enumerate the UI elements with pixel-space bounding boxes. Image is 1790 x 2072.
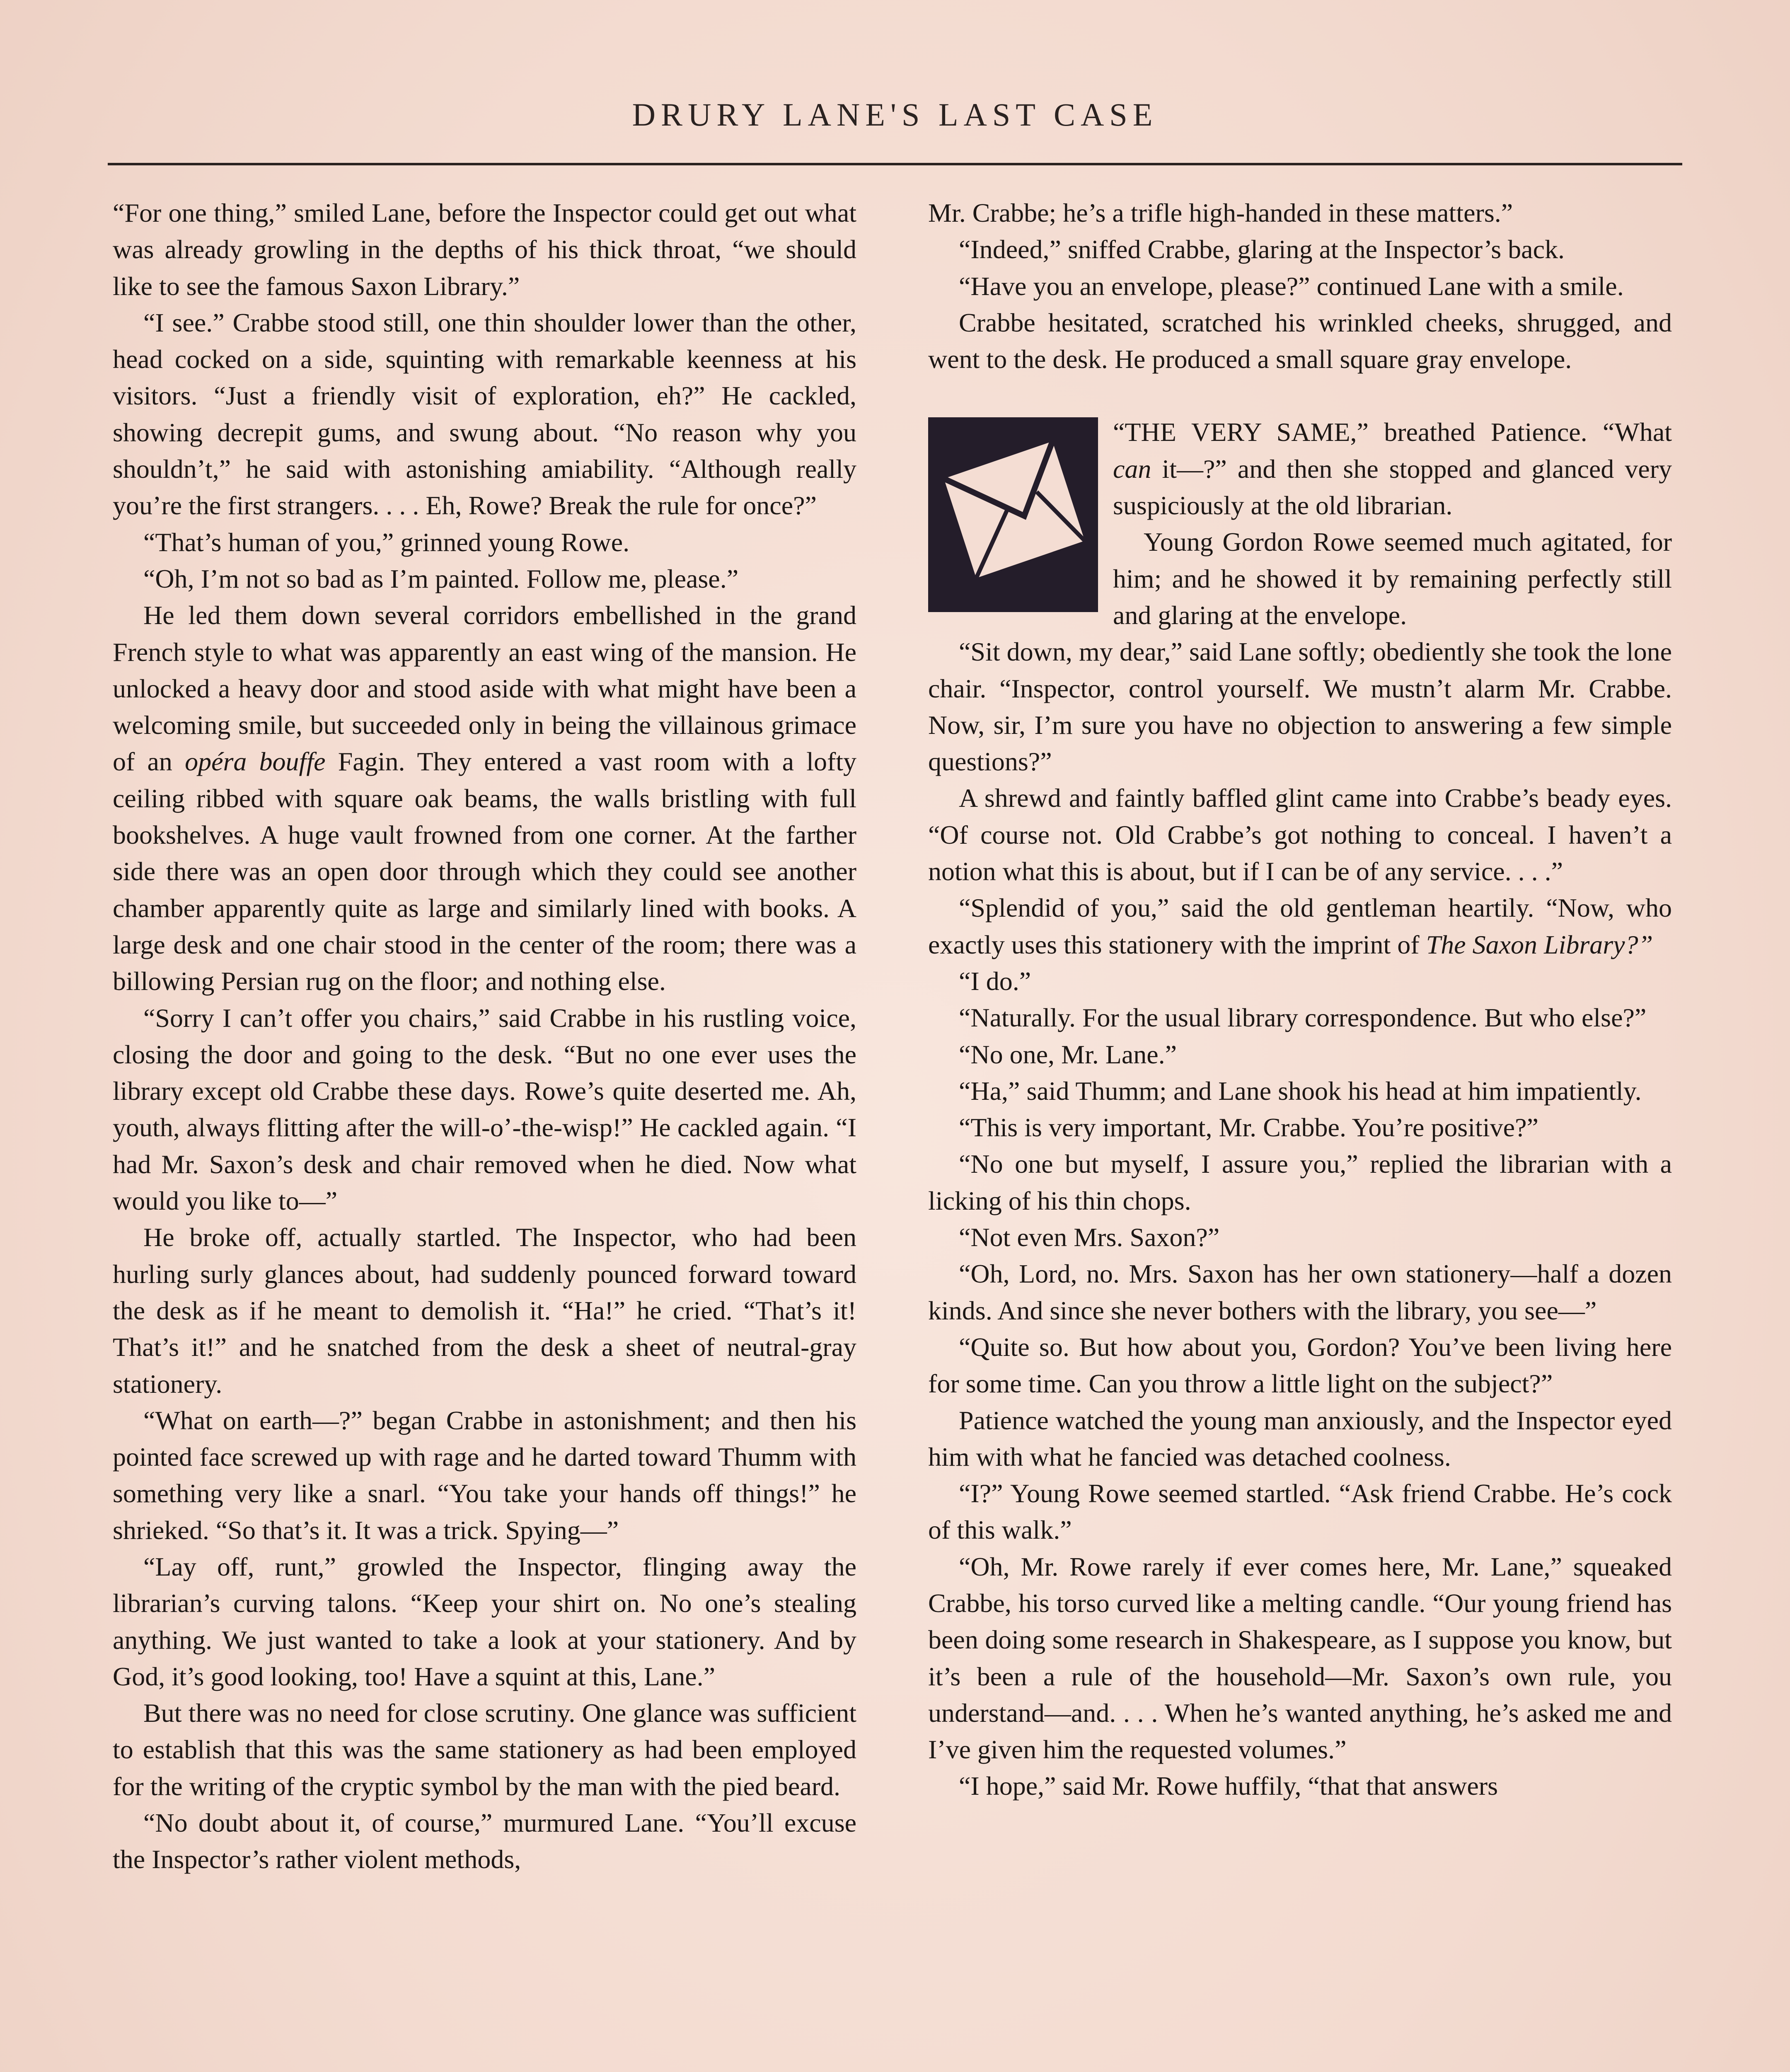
paragraph: “What on earth—?” began Crabbe in astonishment; and then his pointed face screwed up with rage and he darted toward Thumm with something very like a snarl. “You take your hands off things!” he shrieked. “So that’s it. It was a trick. Spying—” [113, 1405, 856, 1545]
paragraph: “Lay off, runt,” growled the Inspector, flinging away the librarian’s curving talons. “Keep your shirt on. No one’s stealing anything. We just wanted to take a look at your stationery. And by God, it’s good looking, too! Have a squint at this, Lane.” [113, 1552, 856, 1691]
paragraph: “This is very important, Mr. Crabbe. You’re positive?” [959, 1113, 1538, 1143]
text-run: “Splendid of you,” said the old gentleman heartily. “Now, who exactly uses this stationery with the imprint of [928, 893, 1672, 959]
paragraph: A shrewd and faintly baffled glint came into Crabbe’s beady eyes. “Of course not. Old Crabbe’s got nothing to conceal. I haven’t a notion what this is about, but if I can be of any service. . . .” [928, 783, 1672, 886]
paragraph [928, 890, 1672, 963]
paragraph: “Oh, Lord, no. Mrs. Saxon has her own stationery—half a dozen kinds. And since she never bothers with the library, you see—” [928, 1259, 1672, 1325]
text-run: “THE VERY SAME,” breathed Patience. “What [1113, 417, 1672, 447]
header-rule [108, 163, 1682, 165]
paragraph: “Oh, Mr. Rowe rarely if ever comes here, Mr. Lane,” squeaked Crabbe, his torso curved like a melting candle. “Our young friend has been doing some research in Shakespeare, as I suppose you know, but it’s been a rule of the household—Mr. Saxon’s own rule, you understand—and. . . . When he’s wanted anything, he’s asked me and I’ve given him the requested volumes.” [928, 1552, 1672, 1765]
paragraph: “Ha,” said Thumm; and Lane shook his head at him impatiently. [959, 1076, 1642, 1106]
paragraph: “Sorry I can’t offer you chairs,” said Crabbe in his rustling voice, closing the door and going to the desk. “But no one ever uses the library except old Crabbe these days. Rowe’s quite deserted me. Ah, youth, always flitting after the will-o’-the-wisp!” He cackled again. “I had Mr. Saxon’s desk and chair removed when he died. Now what would you like to—” [113, 1003, 856, 1216]
paragraph: “I see.” Crabbe stood still, one thin shoulder lower than the other, head cocked on a side, squinting with remarkable keenness at his visitors. “Just a friendly visit of exploration, eh?” He cackled, showing decrepit gums, and swung about. “No reason why you shouldn’t,” he said with astonishing amiability. “Although really you’re the first strangers. . . . Eh, Rowe? Break the rule for once?” [113, 307, 856, 520]
left-column [113, 195, 856, 1878]
text-run: He led them down several corridors embellished in the grand French style to what was apparently an east wing of the mansion. He unlocked a heavy door and stood aside with what might have been a welcoming smile, but succeeded only in being the villainous grimace of an [113, 600, 856, 777]
paragraph: “Oh, I’m not so bad as I’m painted. Follow me, please.” [143, 564, 739, 593]
paragraph: “Indeed,” sniffed Crabbe, glaring at the Inspector’s back. [959, 235, 1565, 264]
right-column [928, 195, 1672, 1805]
paragraph: “Naturally. For the usual library correspondence. But who else?” [959, 1003, 1647, 1033]
paragraph: “No one but myself, I assure you,” replied the librarian with a licking of his thin chops. [928, 1149, 1672, 1215]
text-run: Fagin. They entered a vast room with a lofty ceiling ribbed with square oak beams, the walls bristling with full bookshelves. A huge vault frowned from one corner. At the farther side there was an open door through which they could see another chamber apparently quite as large and similarly lined with books. A large desk and one chair stood in the center of the room; there was a billowing Persian rug on the floor; and nothing else. [113, 747, 857, 996]
paragraph: Mr. Crabbe; he’s a trifle high-handed in these matters.” [928, 198, 1513, 228]
paragraph: “I do.” [959, 966, 1031, 996]
paragraph: “Sit down, my dear,” said Lane softly; obediently she took the lone chair. “Inspector, control yourself. We mustn’t alarm Mr. Crabbe. Now, sir, I’m sure you have no objection to answering a few simple questions?” [928, 637, 1672, 777]
paragraph: “No doubt about it, of course,” murmured Lane. “You’ll excuse the Inspector’s rather violent methods, [113, 1808, 856, 1874]
italic-text: opéra bouffe [185, 747, 326, 777]
paragraph: “I hope,” said Mr. Rowe huffily, “that that answers [959, 1771, 1498, 1801]
paragraph: “Quite so. But how about you, Gordon? You’ve been living here for some time. Can you throw a little light on the subject?” [928, 1332, 1672, 1399]
paragraph: Patience watched the young man anxiously, and the Inspector eyed him with what he fancied was detached coolness. [928, 1405, 1672, 1472]
paragraph: “That’s human of you,” grinned young Rowe. [143, 527, 630, 557]
paragraph: “For one thing,” smiled Lane, before the Inspector could get out what was already growling in the depths of his thick throat, “we should like to see the famous Saxon Library.” [113, 198, 856, 301]
paragraph: Crabbe hesitated, scratched his wrinkled cheeks, shrugged, and went to the desk. He produced a small square gray envelope. [928, 307, 1672, 374]
running-header: DRURY LANE'S LAST CASE [632, 97, 1158, 133]
envelope-icon [928, 417, 1098, 612]
paragraph [113, 597, 856, 1000]
paragraph: “I?” Young Rowe seemed startled. “Ask friend Crabbe. He’s cock of this walk.” [928, 1479, 1672, 1545]
paragraph: Young Gordon Rowe seemed much agitated, for him; and he showed it by remaining perfectly still and glaring at the envelope. [1113, 527, 1672, 630]
italic-text: The Saxon Library?” [1426, 929, 1653, 959]
italic-text: can [1113, 454, 1151, 484]
paragraph: He broke off, actually startled. The Inspector, who had been hurling surly glances about, had suddenly pounced forward toward the desk as if he meant to demolish it. “Ha!” he cried. “That’s it! That’s it!” and he snatched from the desk a sheet of neutral-gray stationery. [113, 1222, 856, 1399]
paragraph: “Not even Mrs. Saxon?” [959, 1222, 1220, 1252]
text-run: it—?” and then she stopped and glanced very suspiciously at the old librarian. [1113, 454, 1672, 520]
paragraph: But there was no need for close scrutiny. One glance was sufficient to establish that this was the same stationery as had been employed for the writing of the cryptic symbol by the man with the pied beard. [113, 1698, 856, 1801]
paragraph: “No one, Mr. Lane.” [959, 1039, 1177, 1069]
paragraph: “Have you an envelope, please?” continued Lane with a smile. [959, 271, 1624, 301]
